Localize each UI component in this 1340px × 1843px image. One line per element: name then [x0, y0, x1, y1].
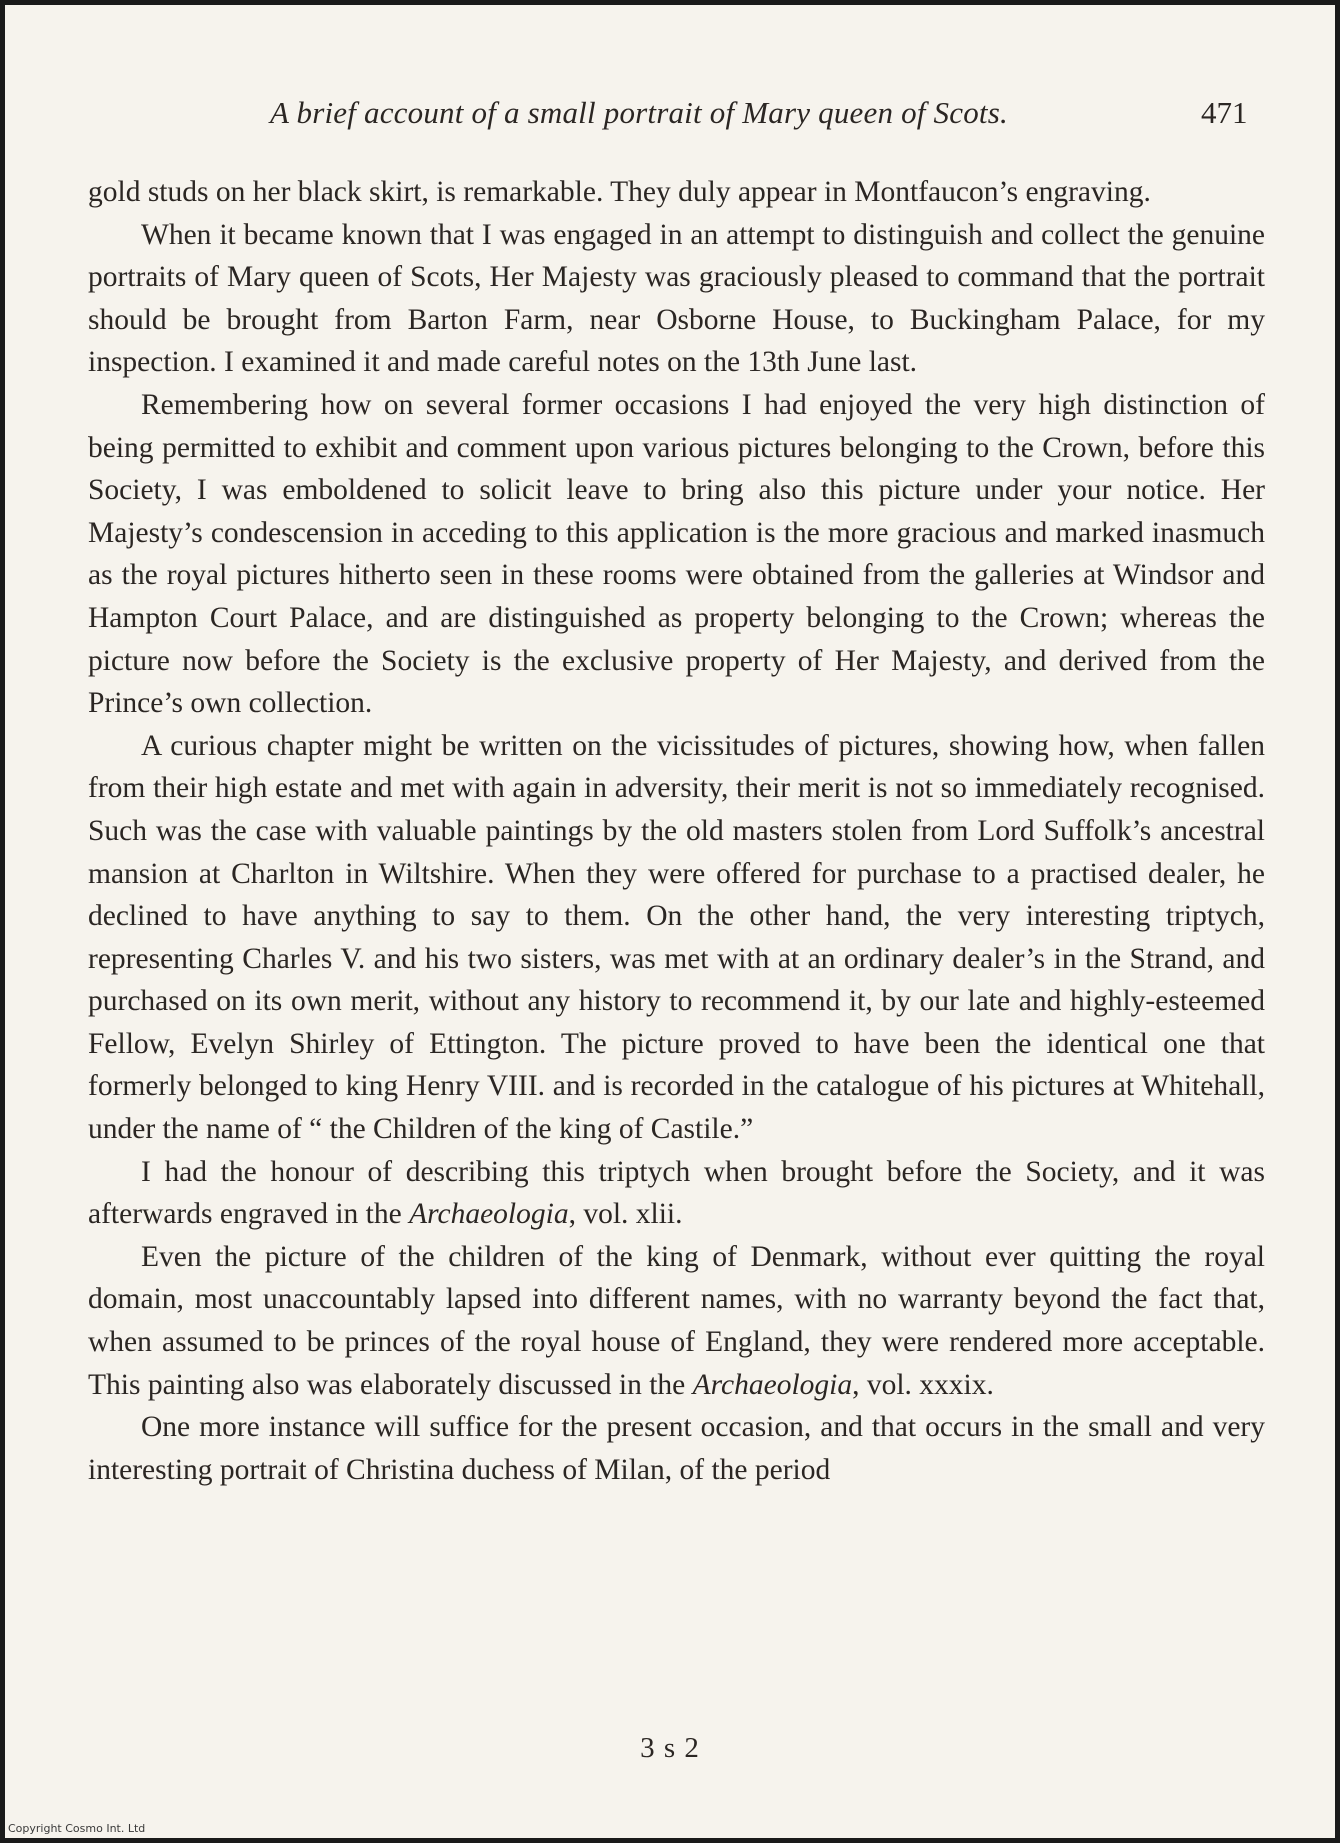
text-run: Even the picture of the children of the king of Denmark, without ever quitting the royal domain, most unaccountably lapsed into different names, with no warranty beyond the fact that, when assumed to be princes of the royal house of England, they were rendered more acceptable. This painting also was elaborately discussed in the: [88, 1240, 1265, 1401]
signature-mark: 3 s 2: [640, 1732, 700, 1764]
text-run: gold studs on her black skirt, is remarkable. They duly appear in Montfaucon’s engraving.: [88, 176, 1151, 208]
paragraph: [88, 1406, 1265, 1491]
text-run: , vol. xlii.: [568, 1198, 683, 1231]
italic-title: Archaeologia: [409, 1198, 569, 1231]
paragraph: [88, 214, 1265, 384]
paragraph: [88, 171, 1265, 214]
italic-title: Archaeologia: [692, 1368, 853, 1401]
text-run: A curious chapter might be written on the vicissitudes of pictures, showing how, when fallen from their high estate and met with again in adversity, their merit is not so immediately recognised. Such was the case with valuable paintings by the old masters stolen from Lord Suffolk’s ancestral mansion at Charlton in Wiltshire. When they were offered for purchase to a practised dealer, he declined to have anything to say to them. On the other hand, the very interesting triptych, representing Charles V. and his two sisters, was met with at an ordinary dealer’s in the Strand, and purchased on its own merit, without any history to recommend it, by our late and highly-esteemed Fellow, Evelyn Shirley of Ettington. The picture proved to have been the identical one that formerly belonged to king Henry VIII. and is recorded in the catalogue of his pictures at Whitehall, under the name of “ the Children of the king of Castile.”: [88, 729, 1265, 1146]
paragraph: [88, 1236, 1265, 1406]
paragraph: [88, 1151, 1265, 1236]
paragraph: [88, 384, 1265, 725]
text-run: One more instance will suffice for the present occasion, and that occurs in the small and very interesting portrait of Christina duchess of Milan, of the period: [88, 1411, 1265, 1486]
text-run: When it became known that I was engaged in an attempt to distinguish and collect the genuine portraits of Mary queen of Scots, Her Majesty was graciously pleased to command that the portrait should be brought from Barton Farm, near Osborne House, to Buckingham Palace, for my inspection. I examined it and made careful notes on the 13th June last.: [88, 218, 1265, 379]
copyright-notice: Copyright Cosmo Int. Ltd: [8, 1822, 146, 1835]
body-text: [88, 171, 1265, 1491]
page-number: 471: [1201, 95, 1248, 130]
running-head: [5, 95, 1335, 135]
book-page: [5, 5, 1335, 1838]
text-run: Remembering how on several former occasions I had enjoyed the very high distinction of being permitted to exhibit and comment upon various pictures belonging to the Crown, before this Society, I was emboldened to solicit leave to bring also this picture under your notice. Her Majesty’s condescension in acceding to this application is the more gracious and marked inasmuch as the royal pictures hitherto seen in these rooms were obtained from the galleries at Windsor and Hampton Court Palace, and are distinguished as property belonging to the Crown; whereas the picture now before the Society is the exclusive property of Her Majesty, and derived from the Prince’s own collection.: [88, 388, 1265, 720]
running-title: A brief account of a small portrait of Mary queen of Scots.: [270, 95, 1008, 130]
text-run: I had the honour of describing this triptych when brought before the Society, and it was afterwards engraved in the: [88, 1155, 1265, 1231]
paragraph: [88, 725, 1265, 1151]
text-run: , vol. xxxix.: [852, 1368, 994, 1401]
